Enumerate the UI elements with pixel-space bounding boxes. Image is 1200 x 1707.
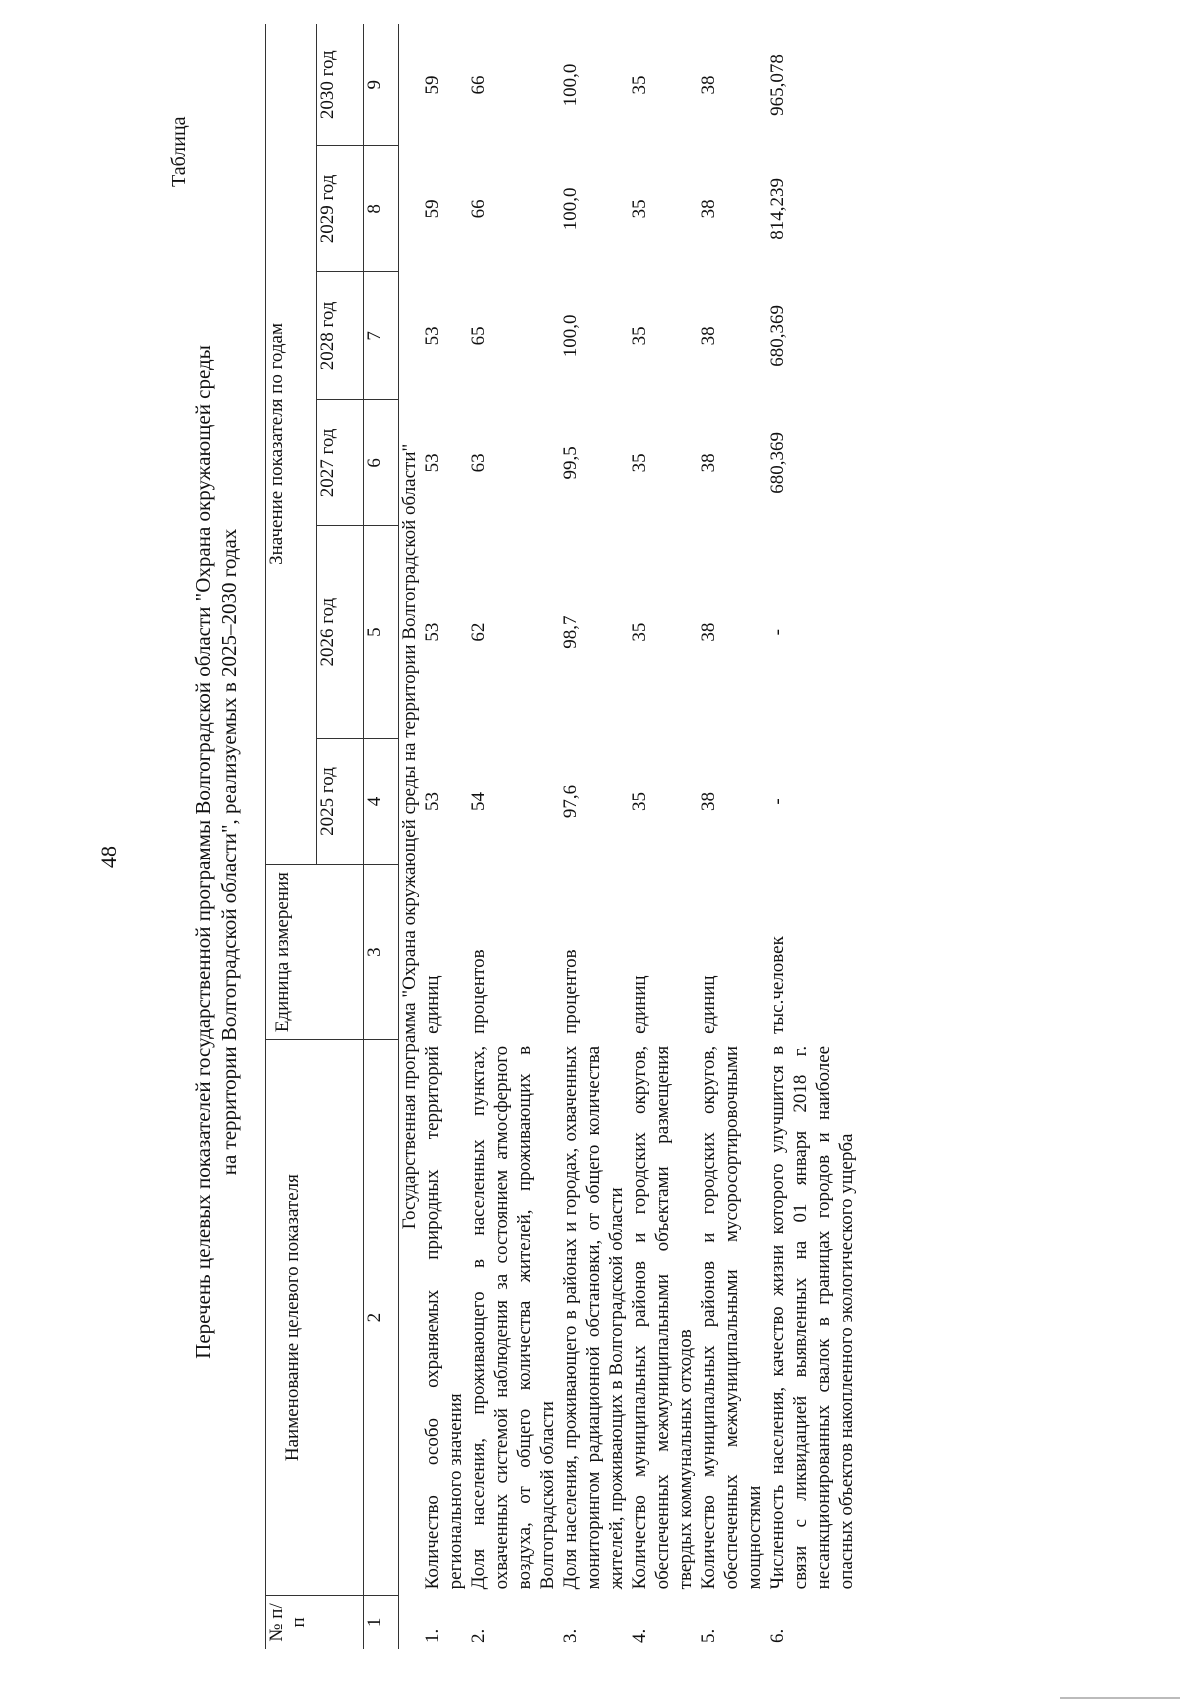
value-2027: 63 [468, 453, 489, 473]
column-index: 3 [364, 864, 399, 1040]
value-2029: 66 [468, 199, 489, 219]
value-2025: 53 [422, 791, 443, 811]
row-number: 5. [698, 1628, 719, 1643]
table-row [766, 24, 858, 1649]
row-number: 3. [560, 1628, 581, 1643]
header-row-1 [266, 24, 317, 1649]
value-2028: 38 [698, 326, 719, 346]
unit-cell: процентов [468, 949, 489, 1034]
value-2030: 35 [629, 75, 650, 95]
value-2030: 100,0 [560, 63, 581, 107]
indicator-name: Доля населения, проживающего в населенных пунктах, охваченных системой наблюдения за состоянием атмосферного воздуха, от общего количества жителей, проживающих в Волгоградской области [468, 1045, 558, 1590]
scan-artifact [1060, 1697, 1180, 1699]
header-unit: Единица измерения [266, 864, 364, 1040]
column-index: 8 [364, 146, 399, 272]
header-year-2030: 2030 год [317, 24, 364, 146]
unit-cell: тыс.человек [767, 936, 788, 1034]
table-row [559, 24, 628, 1649]
unit-cell: единиц [422, 975, 443, 1034]
indicator-name: Количество особо охраняемых природных территорий регионального значения [422, 1045, 466, 1590]
column-index: 5 [364, 526, 399, 739]
column-index: 2 [364, 1040, 399, 1595]
value-2025: - [767, 798, 788, 805]
value-2025: 38 [698, 791, 719, 811]
table-row [697, 24, 766, 1649]
value-2026: 38 [698, 622, 719, 642]
value-2030: 965,078 [767, 54, 788, 116]
value-2027: 38 [698, 453, 719, 473]
value-2028: 100,0 [560, 314, 581, 358]
value-2026: 98,7 [560, 615, 581, 649]
value-2026: 35 [629, 622, 650, 642]
column-index: 7 [364, 272, 399, 400]
column-index-row [364, 24, 399, 1649]
column-index: 6 [364, 400, 399, 526]
table-row [467, 24, 559, 1649]
value-2025: 97,6 [560, 784, 581, 819]
value-2029: 38 [698, 199, 719, 219]
program-title: Государственная программа "Охрана окружающей среды на территории Волгоградской области" [399, 443, 420, 1230]
title-line-2: на территории Волгоградской области", реализуемых в 2025–2030 годах [217, 528, 241, 1176]
page-number: 48 [96, 846, 121, 868]
value-2029: 100,0 [560, 187, 581, 231]
header-year-2029: 2029 год [317, 146, 364, 272]
row-number: 6. [767, 1628, 788, 1643]
header-year-2027: 2027 год [317, 400, 364, 526]
value-2028: 680,369 [767, 305, 788, 367]
indicator-name: Количество муниципальных районов и городских округов, обеспеченных межмуниципальными мусоросортировочными мощностями [698, 1045, 765, 1590]
header-year-2028: 2028 год [317, 272, 364, 400]
header-name: Наименование целевого показателя [266, 1040, 364, 1595]
value-2026: 62 [468, 622, 489, 642]
unit-cell: единиц [629, 975, 650, 1034]
header-num: № п/п [266, 1595, 364, 1649]
indicator-name: Количество муниципальных районов и городских округов, обеспеченных межмуниципальными объектами размещения твердых коммунальных отходов [629, 1045, 696, 1590]
value-2027: 53 [422, 453, 443, 473]
table-row [421, 24, 467, 1649]
document-title [190, 327, 242, 1377]
value-2029: 814,239 [767, 178, 788, 240]
column-index: 1 [364, 1595, 399, 1649]
table-label: Таблица [168, 116, 190, 187]
value-2028: 53 [422, 326, 443, 346]
value-2025: 54 [468, 791, 489, 811]
value-2028: 35 [629, 326, 650, 346]
value-2027: 680,369 [767, 431, 788, 494]
program-row [399, 24, 422, 1649]
value-2028: 65 [468, 326, 489, 346]
value-2029: 59 [422, 199, 443, 219]
row-number: 1. [422, 1628, 443, 1643]
header-year-2026: 2026 год [317, 526, 364, 739]
value-2025: 35 [629, 791, 650, 811]
indicator-name: Доля населения, проживающего в районах и городах, охваченных мониторингом радиационной обстановки, от общего количества жителей, проживающих в Волгоградской области [560, 1045, 627, 1590]
row-number: 4. [629, 1628, 650, 1643]
value-2027: 35 [629, 453, 650, 473]
value-2026: 53 [422, 622, 443, 642]
column-index: 9 [364, 24, 399, 146]
value-2026: - [767, 629, 788, 636]
unit-cell: процентов [560, 949, 581, 1034]
column-index: 4 [364, 738, 399, 864]
title-line-1: Перечень целевых показателей государственной программы Волгоградской области "Охрана окружающей среды [191, 345, 215, 1359]
header-year-2025: 2025 год [317, 738, 364, 864]
header-values-group: Значение показателя по годам [266, 24, 317, 864]
value-2030: 38 [698, 75, 719, 95]
indicator-name: Численность населения, качество жизни которого улучшится в связи с ликвидацией выявленных на 01 января 2018 г. несанкционированных свалок в границах городов и наиболее опасных объектов накопленного экологического ущерба [767, 1045, 857, 1590]
value-2029: 35 [629, 199, 650, 219]
table-row [628, 24, 697, 1649]
value-2027: 99,5 [560, 446, 581, 480]
indicators-table [265, 24, 858, 1649]
unit-cell: единиц [698, 975, 719, 1034]
row-number: 2. [468, 1628, 489, 1643]
value-2030: 66 [468, 75, 489, 95]
value-2030: 59 [422, 75, 443, 95]
